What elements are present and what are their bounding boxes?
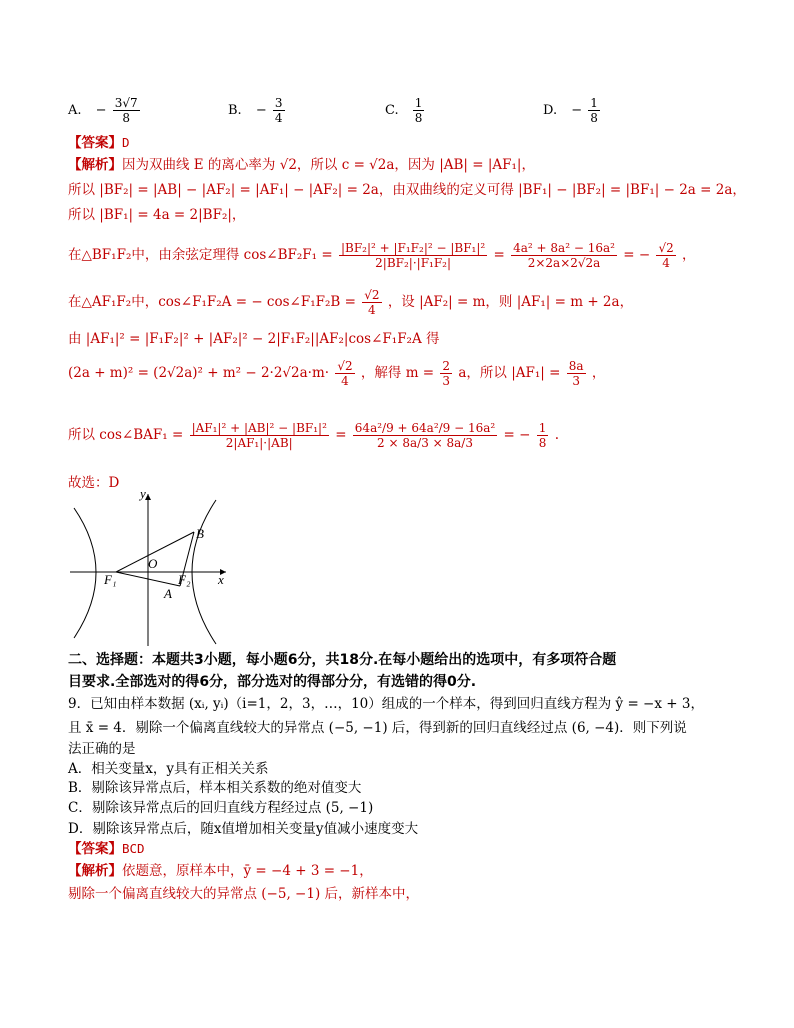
q8-analysis-line8: 所以 cos∠BAF₁ = $\frac{\text{|AF₁|² + |AB|² − |BF₁|²}}{\text{2|AF₁|·|AB|}}$ = $\frac{\text{64a²/9 + 64a²/9 − 16a²}}{2 \times 8a/3 \times 8a/3}$ = − $\frac{1}{8}$ . (68, 421, 559, 450)
q8-analysis-line4: 在△BF₁F₂中，由余弦定理得 cos∠BF₂F₁ = $\frac{\text{|BF₂|² + |F₁F₂|² − |BF₁|²}}{\text{2|BF₂|·|F₁F₂|}}$ = $\frac{\text{4a² + 8a² − 16a²}}{2\times 2a\times 2√2a}$ = − $\frac{√2}{4}$ ， (68, 241, 696, 270)
hyperbola-figure (66, 488, 236, 648)
label-f1: F₁ (104, 572, 117, 587)
q8-analysis-line1: 【解析】因为双曲线 E 的离心率为 √2，所以 c = √2a，因为 |AB| = |AF₁|， (68, 157, 535, 173)
option-d: D. − $\frac{1}{8}$ (543, 96, 598, 125)
label-a: A (164, 586, 172, 601)
label-b: B (196, 526, 204, 541)
q8-analysis-line6: 由 |AF₁|² = |F₁F₂|² + |AF₂|² − 2|F₁F₂||AF₂|cos∠F₁F₂A 得 (68, 331, 440, 347)
q9-stem-line2: 且 x̄ = 4．剔除一个偏离直线较大的异常点 (−5, −1) 后，得到新的回归直线经过点 (6, −4)．则下列说 (68, 720, 687, 736)
section2-line2: 目要求.全部选对的得6分，部分选对的得部分分，有选错的得0分. (68, 674, 477, 690)
q9-option-d: D．剔除该异常点后，随x值增加相关变量y值减小速度变大 (68, 821, 419, 837)
label-f2: F₂ (178, 572, 191, 587)
q8-analysis-line5: 在△AF₁F₂中，cos∠F₁F₂A = − cos∠F₁F₂B = $\frac{√2}{4}$ ，设 |AF₂| = m，则 |AF₁| = m + 2a， (68, 288, 634, 317)
q9-option-b: B．剔除该异常点后，样本相关系数的绝对值变大 (68, 780, 362, 796)
option-a: A. − $\frac{3√7}{8}$ (68, 96, 138, 125)
q9-option-a: A．相关变量x，y具有正相关关系 (68, 761, 269, 777)
section2-line1: 二、选择题：本题共3小题，每小题6分，共18分.在每小题给出的选项中，有多项符合题 (68, 652, 617, 668)
label-o: O (148, 556, 158, 571)
q9-answer: 【答案】BCD (68, 841, 145, 857)
option-b: B. − $\frac{3}{4}$ (228, 96, 283, 125)
q8-analysis-line3: 所以 |BF₁| = 4a = 2|BF₂|， (68, 207, 246, 223)
q8-choose: 故选：D (68, 475, 120, 491)
q9-stem-line1: 9．已知由样本数据 (xᵢ, yᵢ)（i=1，2，3，…，10）组成的一个样本，得到回归直线方程为 ŷ = −x + 3， (68, 696, 704, 712)
q9-option-c: C．剔除该异常点后的回归直线方程经过点 (5, −1) (68, 800, 374, 816)
q9-analysis-line1: 【解析】依题意，原样本中，ȳ = −4 + 3 = −1， (68, 863, 373, 879)
label-x: x (218, 572, 224, 587)
q9-stem-line3: 法正确的是 (68, 741, 136, 757)
q8-analysis-line7: (2a + m)² = (2√2a)² + m² − 2·2√2a·m· $\frac{√2}{4}$ ，解得 m = $\frac{2}{3}$ a，所以 |AF₁| = $\frac{8a}{3}$ ， (68, 359, 606, 388)
q9-analysis-line2: 剔除一个偏离直线较大的异常点 (−5, −1) 后，新样本中， (68, 886, 419, 902)
q8-analysis-line2: 所以 |BF₂| = |AB| − |AF₂| = |AF₁| − |AF₂| = 2a，由双曲线的定义可得 |BF₁| − |BF₂| = |BF₁| − 2a = 2a， (68, 182, 746, 198)
hyperbola-left-branch (74, 508, 96, 638)
label-y: y (140, 488, 146, 501)
option-c: C. $\frac{1}{8}$ (385, 96, 423, 125)
q8-answer: 【答案】D (68, 135, 130, 151)
